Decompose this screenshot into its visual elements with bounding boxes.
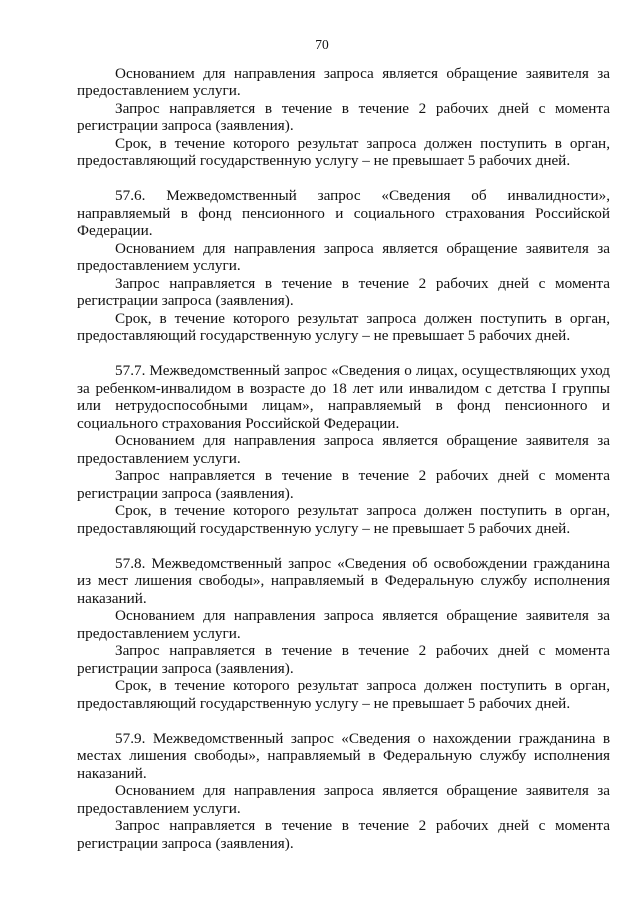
paragraph: Основанием для направления запроса является обращение заявителя за предоставлением услуги.: [77, 607, 610, 642]
section-57-7: [77, 362, 610, 537]
section-continuation: [77, 65, 610, 170]
paragraph: Срок, в течение которого результат запроса должен поступить в орган, предоставляющий государственную услугу – не превышает 5 рабочих дней.: [77, 677, 610, 712]
section-heading-paragraph: 57.9. Межведомственный запрос «Сведения о нахождении гражданина в местах лишения свободы», направляемый в Федеральную службу исполнения наказаний.: [77, 729, 610, 782]
section-57-9: [77, 730, 610, 853]
paragraph: Запрос направляется в течение в течение 2 рабочих дней с момента регистрации запроса (заявления).: [77, 99, 610, 134]
section-57-6: [77, 187, 610, 345]
section-heading-paragraph: 57.7. Межведомственный запрос «Сведения о лицах, осуществляющих уход за ребенком-инвалидом в возрасте до 18 лет или инвалидом с детства I группы или нетрудоспособными лицам», направляемый в фонд пенсионного и социального страхования Российской Федерации.: [77, 362, 610, 432]
paragraph: Основанием для направления запроса является обращение заявителя за предоставлением услуги.: [77, 432, 610, 467]
page-number: 70: [315, 37, 329, 52]
section-heading-paragraph: 57.6. Межведомственный запрос «Сведения об инвалидности», направляемый в фонд пенсионного и социального страхования Российской Федерации.: [77, 187, 610, 239]
section-57-8: [77, 555, 610, 713]
paragraph: Срок, в течение которого результат запроса должен поступить в орган, предоставляющий государственную услугу – не превышает 5 рабочих дней.: [77, 502, 610, 537]
paragraph: Запрос направляется в течение в течение 2 рабочих дней с момента регистрации запроса (заявления).: [77, 642, 610, 677]
paragraph: Срок, в течение которого результат запроса должен поступить в орган, предоставляющий государственную услугу – не превышает 5 рабочих дней.: [77, 134, 610, 169]
paragraph: Основанием для направления запроса является обращение заявителя за предоставлением услуги.: [77, 782, 610, 817]
paragraph: Запрос направляется в течение в течение 2 рабочих дней с момента регистрации запроса (заявления).: [77, 467, 610, 502]
paragraph: Основанием для направления запроса является обращение заявителя за предоставлением услуги.: [77, 64, 610, 99]
paragraph: Запрос направляется в течение в течение 2 рабочих дней с момента регистрации запроса (заявления).: [77, 817, 610, 852]
paragraph: Срок, в течение которого результат запроса должен поступить в орган, предоставляющий государственную услугу – не превышает 5 рабочих дней.: [77, 309, 610, 344]
paragraph: Запрос направляется в течение в течение 2 рабочих дней с момента регистрации запроса (заявления).: [77, 274, 610, 309]
section-heading-paragraph: 57.8. Межведомственный запрос «Сведения об освобождении гражданина из мест лишения свободы», направляемый в Федеральную службу исполнения наказаний.: [77, 554, 610, 607]
paragraph: Основанием для направления запроса является обращение заявителя за предоставлением услуги.: [77, 239, 610, 274]
